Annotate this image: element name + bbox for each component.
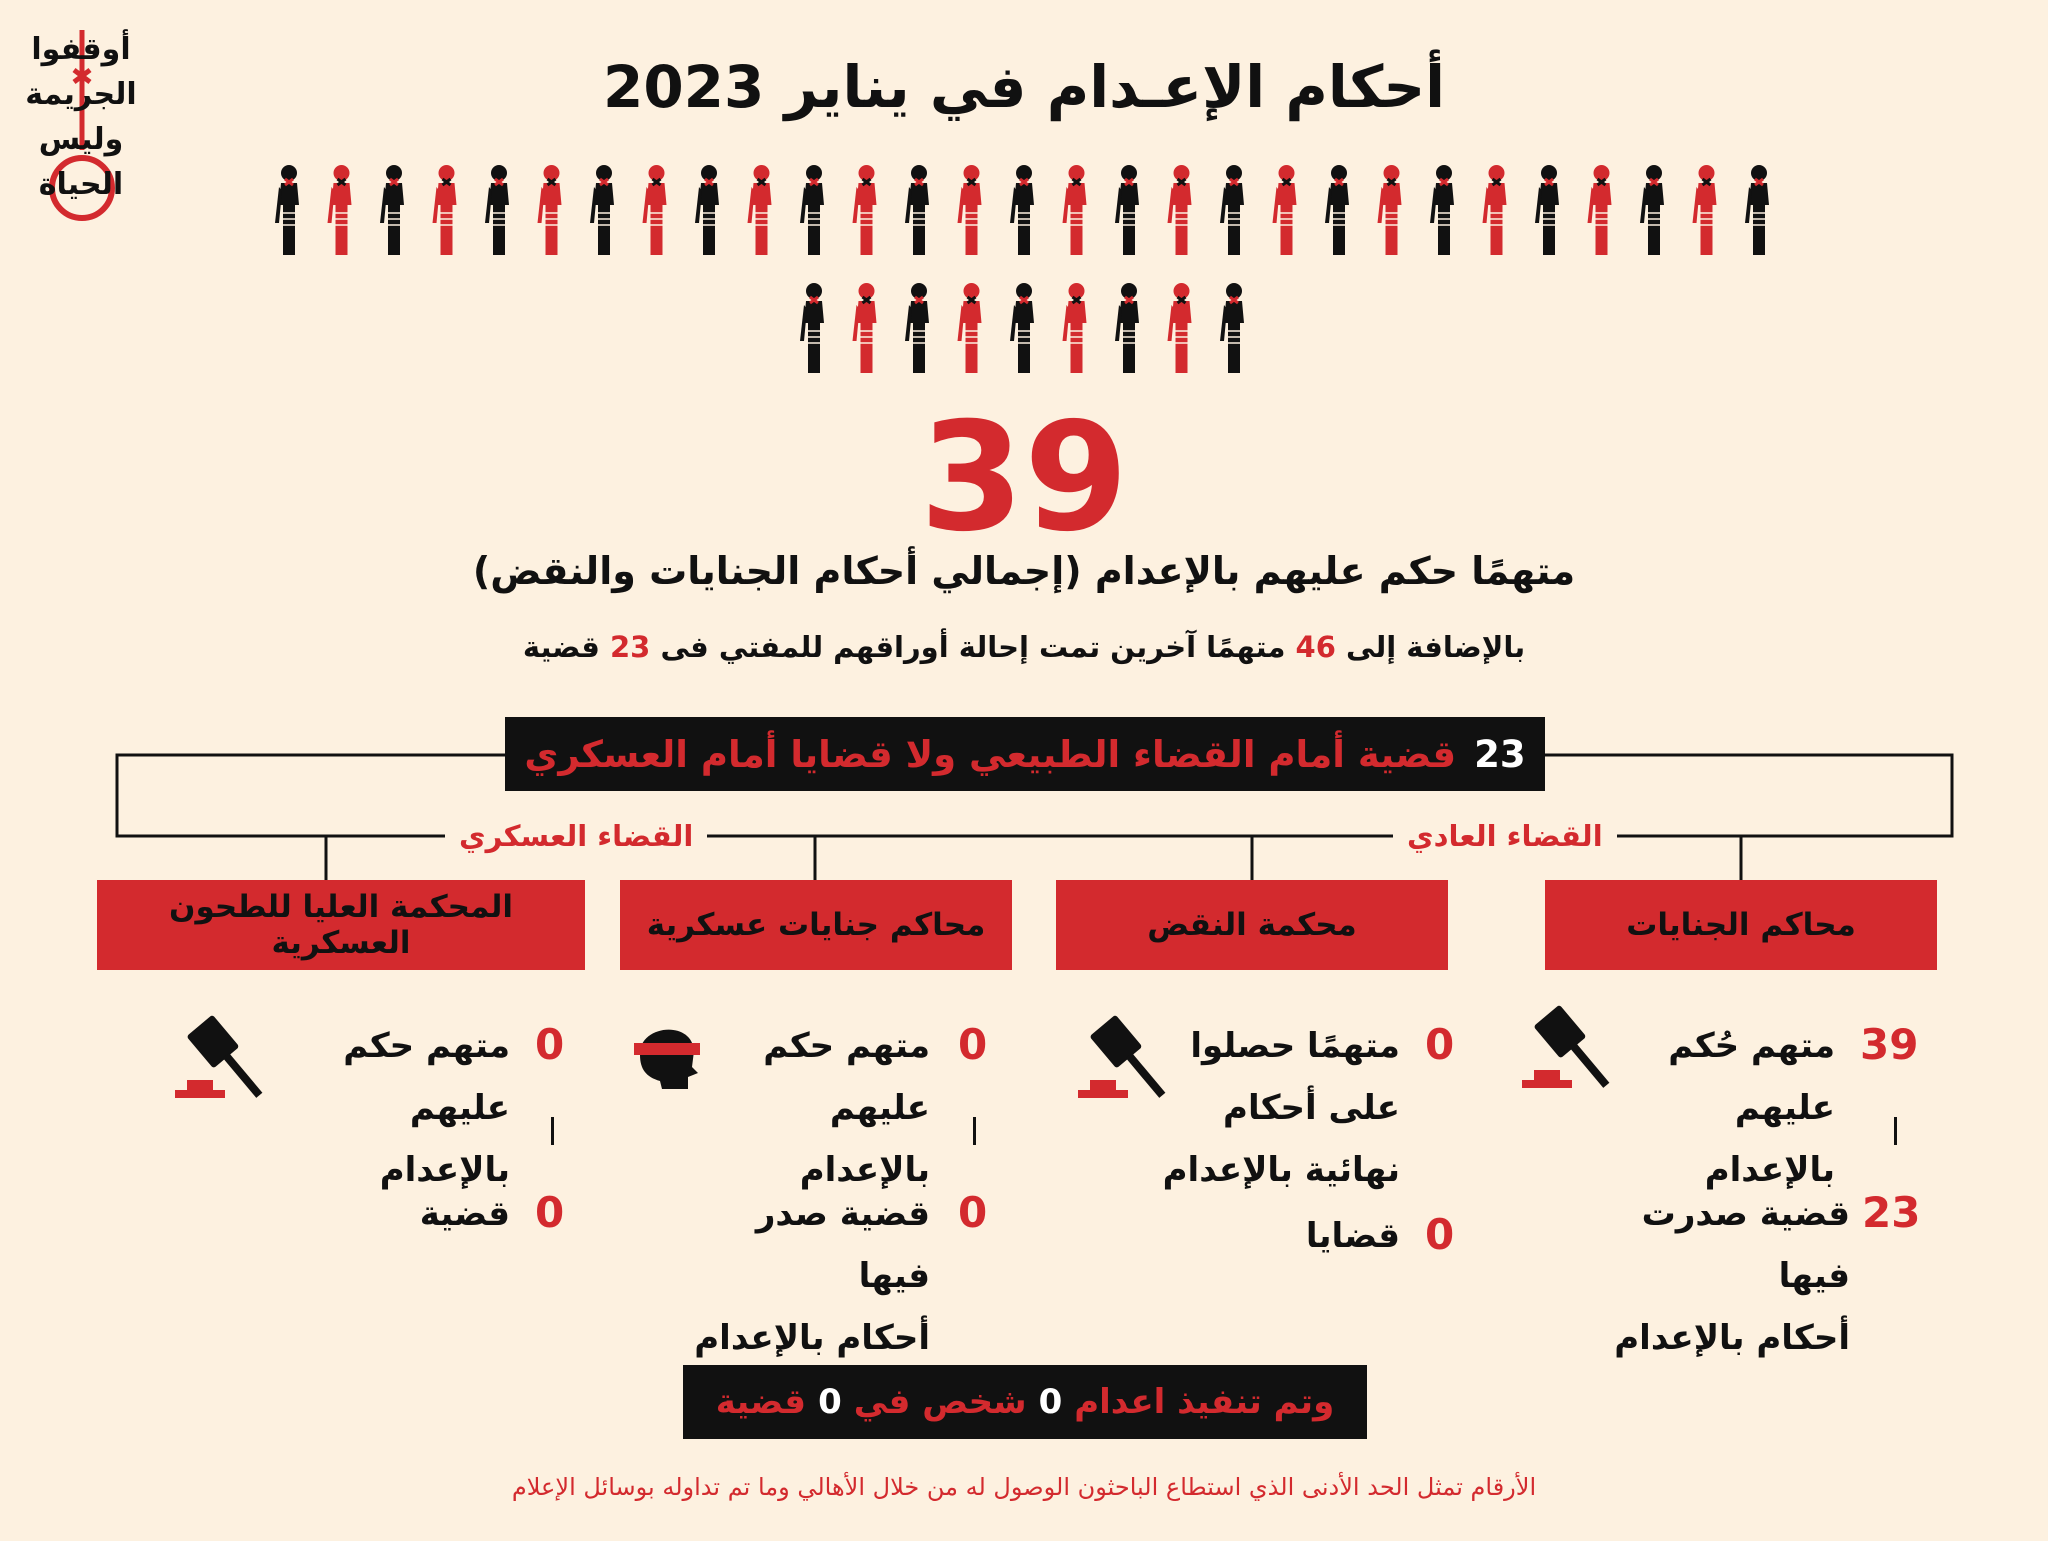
divider — [551, 1117, 554, 1145]
military-criminal-defendants-text-2: عليهم بالإعدام — [799, 1088, 930, 1190]
military-criminal-cases-number: 0 — [958, 1188, 988, 1237]
criminal-defendants-number: 39 — [1860, 1020, 1919, 1069]
executions-text-3: قضية — [715, 1382, 807, 1422]
logo-line-1: أوقفوا — [31, 32, 131, 67]
cassation-defendants-text — [1150, 1015, 1400, 1201]
cassation-cases-number: 0 — [1425, 1210, 1455, 1259]
total-cases-bar — [505, 717, 1545, 791]
gavel-icon — [165, 1010, 275, 1110]
military-criminal-cases-text-2: أحكام بالإعدام — [694, 1318, 930, 1358]
executions-cases-number: 0 — [818, 1382, 842, 1422]
military-criminal-courts-box: محاكم جنايات عسكرية — [620, 880, 1012, 970]
executions-text-2: شخص في — [853, 1382, 1027, 1422]
military-criminal-defendants-text — [700, 1015, 930, 1201]
divider — [1894, 1117, 1897, 1145]
civil-judiciary-label: القضاء العادي — [1393, 816, 1617, 856]
total-cases-text: قضية أمام القضاء الطبيعي ولا قضايا أمام العسكري — [524, 732, 1457, 776]
referral-text-1: بالإضافة إلى — [1346, 630, 1526, 664]
military-supreme-court-box: المحكمة العليا للطحون العسكرية — [97, 880, 585, 970]
cassation-cases-text: قضايا — [1305, 1216, 1400, 1256]
military-criminal-defendants-number: 0 — [958, 1020, 988, 1069]
referral-text-3: قضية — [522, 630, 600, 664]
cassation-defendants-number: 0 — [1425, 1020, 1455, 1069]
criminal-cases-number: 23 — [1862, 1188, 1921, 1237]
cassation-court-box: محكمة النقض — [1056, 880, 1448, 970]
referral-number-defendants: 46 — [1295, 630, 1336, 664]
logo-line-4: الحياة — [38, 167, 124, 202]
referral-text-2: متهمًا آخرين تمت إحالة أوراقهم للمفتي فى — [660, 630, 1286, 664]
logo-line-3: وليس — [38, 122, 124, 157]
military-supreme-defendants-text-1: متهم حكم — [343, 1026, 510, 1066]
military-supreme-cases-number: 0 — [535, 1188, 565, 1237]
cassation-defendants-text-2: على أحكام — [1223, 1088, 1400, 1128]
military-criminal-defendants-text-1: متهم حكم — [763, 1026, 930, 1066]
military-supreme-cases-text: قضية — [419, 1194, 510, 1234]
total-cases-number: 23 — [1474, 732, 1526, 776]
criminal-defendants-text-1: متهم حُكم — [1668, 1026, 1835, 1066]
total-sentenced-number: 39 — [919, 391, 1129, 565]
logo-line-2: الجريمة — [25, 77, 137, 112]
executions-text-1: وتم تنفيذ اعدام — [1074, 1382, 1335, 1422]
executions-bar — [683, 1365, 1367, 1439]
criminal-defendants-text-2: عليهم بالإعدام — [1704, 1088, 1835, 1190]
military-supreme-defendants-text — [270, 1015, 510, 1201]
criminal-cases-text-1: قضية صدرت فيها — [1641, 1194, 1850, 1296]
criminal-courts-box: محاكم الجنايات — [1545, 880, 1937, 970]
total-sentenced-caption: متهمًا حكم عليهم بالإعدام (إجمالي أحكام الجنايات والنقض) — [472, 549, 1576, 593]
military-supreme-defendants-number: 0 — [535, 1020, 565, 1069]
divider — [973, 1117, 976, 1145]
criminal-cases-text — [1570, 1183, 1850, 1369]
military-supreme-defendants-text-2: عليهم بالإعدام — [379, 1088, 510, 1190]
military-judiciary-label: القضاء العسكري — [445, 816, 707, 856]
criminal-cases-text-2: أحكام بالإعدام — [1614, 1318, 1850, 1358]
blindfolded-head-icon — [632, 1015, 702, 1095]
page-title: أحكام الإعـدام في يناير 2023 — [602, 53, 1446, 121]
cassation-defendants-text-3: نهائية بالإعدام — [1162, 1150, 1400, 1190]
cassation-defendants-text-1: متهمًا حصلوا — [1190, 1026, 1400, 1066]
military-criminal-cases-text-1: قضية صدر فيها — [755, 1194, 930, 1296]
criminal-defendants-text — [1595, 1015, 1835, 1201]
referral-number-cases: 23 — [609, 630, 651, 664]
footnote: الأرقام تمثل الحد الأدنى الذي استطاع الباحثون الوصول له من خلال الأهالي وما تم تداوله بوسائل الإعلام — [511, 1473, 1537, 1501]
executions-persons-number: 0 — [1038, 1382, 1063, 1422]
military-criminal-cases-text — [680, 1183, 930, 1369]
